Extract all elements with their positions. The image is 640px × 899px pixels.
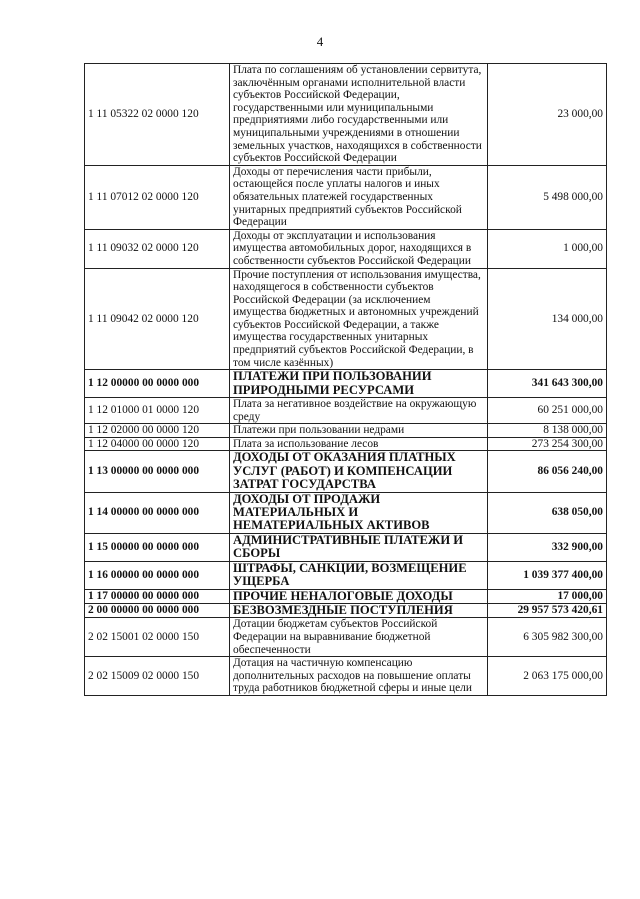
table-row <box>85 398 607 424</box>
table-row <box>85 618 607 657</box>
table-row <box>85 451 607 492</box>
row-code: 1 15 00000 00 0000 000 <box>85 533 230 561</box>
table-row <box>85 424 607 438</box>
row-amount: 6 305 982 300,00 <box>488 618 607 657</box>
row-name: ДОХОДЫ ОТ ПРОДАЖИ МАТЕРИАЛЬНЫХ И НЕМАТЕРИАЛЬНЫХ АКТИВОВ <box>230 492 488 533</box>
row-amount: 341 643 300,00 <box>488 370 607 398</box>
table-row <box>85 370 607 398</box>
row-amount: 273 254 300,00 <box>488 437 607 451</box>
table-row <box>85 437 607 451</box>
table-row <box>85 589 607 603</box>
table-row <box>85 268 607 370</box>
row-name: Дотация на частичную компенсацию дополнительных расходов на повышение оплаты труда работников бюджетной сферы и иные цели <box>230 657 488 696</box>
table-row <box>85 229 607 268</box>
row-code: 2 02 15001 02 0000 150 <box>85 618 230 657</box>
row-name: Плата за негативное воздействие на окружающую среду <box>230 398 488 424</box>
row-name: Прочие поступления от использования имущества, находящегося в собственности субъектов Российской Федерации (за исключением имущества бюджетных и автономных учреждений субъектов Российской Федерации, а также имущества государственных унитарных предприятий субъектов Российской Федерации, в том числе казённых) <box>230 268 488 370</box>
table-row <box>85 64 607 166</box>
row-amount: 23 000,00 <box>488 64 607 166</box>
row-name: ДОХОДЫ ОТ ОКАЗАНИЯ ПЛАТНЫХ УСЛУГ (РАБОТ) И КОМПЕНСАЦИИ ЗАТРАТ ГОСУДАРСТВА <box>230 451 488 492</box>
row-amount: 2 063 175 000,00 <box>488 657 607 696</box>
row-name: АДМИНИСТРАТИВНЫЕ ПЛАТЕЖИ И СБОРЫ <box>230 533 488 561</box>
row-code: 1 11 09042 02 0000 120 <box>85 268 230 370</box>
row-code: 1 12 00000 00 0000 000 <box>85 370 230 398</box>
row-name: ПРОЧИЕ НЕНАЛОГОВЫЕ ДОХОДЫ <box>230 589 488 603</box>
row-code: 1 13 00000 00 0000 000 <box>85 451 230 492</box>
row-code: 2 00 00000 00 0000 000 <box>85 603 230 617</box>
table-row <box>85 603 607 617</box>
row-amount: 638 050,00 <box>488 492 607 533</box>
row-amount: 134 000,00 <box>488 268 607 370</box>
row-name: ПЛАТЕЖИ ПРИ ПОЛЬЗОВАНИИ ПРИРОДНЫМИ РЕСУРСАМИ <box>230 370 488 398</box>
table-row <box>85 492 607 533</box>
row-name: Доходы от перечисления части прибыли, остающейся после уплаты налогов и иных обязательных платежей государственных унитарных предприятий субъектов Российской Федерации <box>230 165 488 229</box>
table-row <box>85 657 607 696</box>
row-code: 1 11 05322 02 0000 120 <box>85 64 230 166</box>
row-name: Доходы от эксплуатации и использования имущества автомобильных дорог, находящихся в собственности субъектов Российской Федерации <box>230 229 488 268</box>
row-name: Плата за использование лесов <box>230 437 488 451</box>
table-row <box>85 165 607 229</box>
budget-revenue-table <box>84 63 607 696</box>
row-amount: 29 957 573 420,61 <box>488 603 607 617</box>
table-row <box>85 561 607 589</box>
row-code: 1 16 00000 00 0000 000 <box>85 561 230 589</box>
row-amount: 8 138 000,00 <box>488 424 607 438</box>
row-code: 1 12 02000 00 0000 120 <box>85 424 230 438</box>
row-code: 1 11 07012 02 0000 120 <box>85 165 230 229</box>
row-amount: 60 251 000,00 <box>488 398 607 424</box>
row-amount: 86 056 240,00 <box>488 451 607 492</box>
row-name: ШТРАФЫ, САНКЦИИ, ВОЗМЕЩЕНИЕ УЩЕРБА <box>230 561 488 589</box>
row-name: Платежи при пользовании недрами <box>230 424 488 438</box>
row-amount: 5 498 000,00 <box>488 165 607 229</box>
row-name: Дотации бюджетам субъектов Российской Федерации на выравнивание бюджетной обеспеченности <box>230 618 488 657</box>
row-code: 1 11 09032 02 0000 120 <box>85 229 230 268</box>
row-code: 1 17 00000 00 0000 000 <box>85 589 230 603</box>
row-code: 1 12 04000 00 0000 120 <box>85 437 230 451</box>
row-code: 2 02 15009 02 0000 150 <box>85 657 230 696</box>
row-amount: 1 039 377 400,00 <box>488 561 607 589</box>
row-code: 1 12 01000 01 0000 120 <box>85 398 230 424</box>
row-code: 1 14 00000 00 0000 000 <box>85 492 230 533</box>
row-name: БЕЗВОЗМЕЗДНЫЕ ПОСТУПЛЕНИЯ <box>230 603 488 617</box>
table-row <box>85 533 607 561</box>
row-amount: 332 900,00 <box>488 533 607 561</box>
row-amount: 17 000,00 <box>488 589 607 603</box>
row-name: Плата по соглашениям об установлении сервитута, заключённым органами исполнительной власти субъектов Российской Федерации, государственными или муниципальными предприятиями либо государственными или муниципальными учреждениями в отношении земельных участков, находящихся в собственности субъектов Российской Федерации <box>230 64 488 166</box>
page-number: 4 <box>316 34 324 49</box>
row-amount: 1 000,00 <box>488 229 607 268</box>
table-body <box>85 64 607 696</box>
